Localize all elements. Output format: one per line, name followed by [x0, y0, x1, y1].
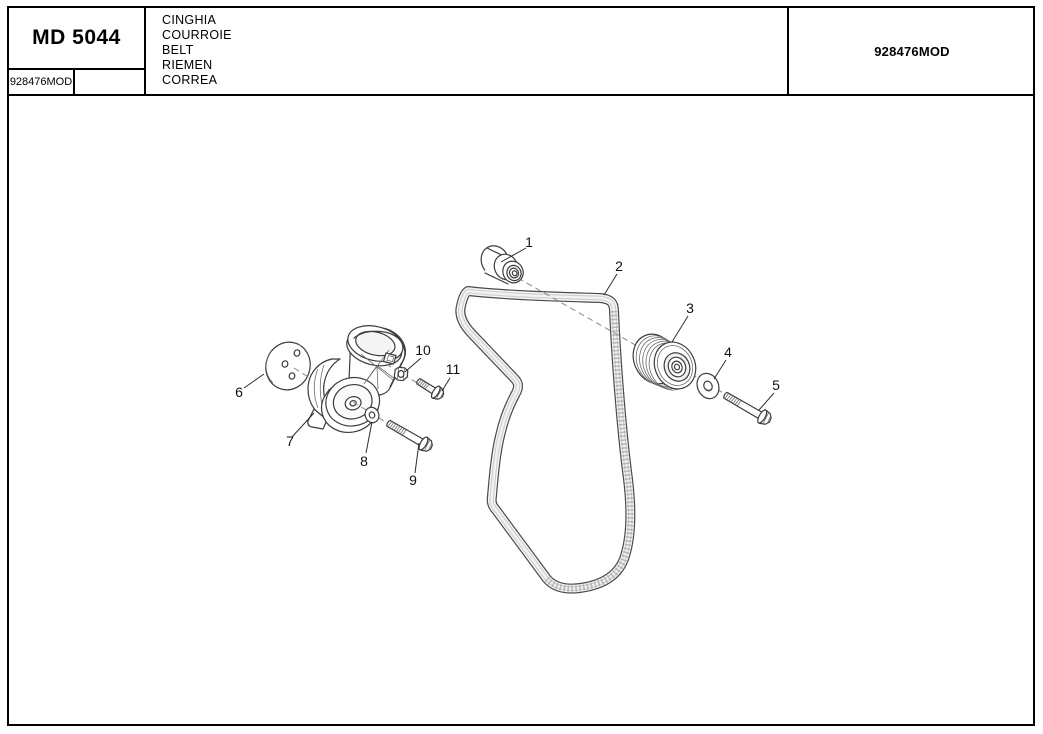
callout-5: 5	[772, 377, 780, 393]
callout-3: 3	[686, 300, 694, 316]
catalog-code: 928476MOD	[9, 76, 73, 88]
callout-1: 1	[525, 234, 533, 250]
page-border	[7, 6, 1035, 726]
part-3-idler-pulley	[625, 327, 703, 397]
table-code-box	[791, 8, 1033, 94]
callout-2: 2	[615, 258, 623, 274]
empty-box	[75, 70, 146, 94]
callout-7: 7	[286, 433, 294, 449]
exploded-view	[9, 96, 1033, 724]
part-name-en: BELT	[162, 43, 194, 57]
table-code: 928476MOD	[874, 43, 950, 59]
part-5-bolt	[721, 388, 774, 427]
part-name-de: RIEMEN	[162, 58, 213, 72]
part-name-fr: COURROIE	[162, 28, 232, 42]
part-name-box	[146, 8, 789, 94]
catalog-code-box	[9, 70, 75, 94]
callout-6: 6	[235, 384, 243, 400]
part-name-es: CORREA	[162, 73, 218, 87]
callout-4: 4	[724, 344, 732, 360]
callout-11: 11	[445, 361, 461, 377]
callout-8: 8	[360, 453, 368, 469]
title-block	[9, 8, 1033, 96]
part-name-it: CINGHIA	[162, 13, 217, 27]
model-box	[9, 8, 146, 70]
diagram-svg	[9, 96, 1033, 724]
part-11-bolt	[414, 375, 446, 402]
part-4-washer	[693, 370, 723, 402]
part-1-bushing	[476, 241, 526, 286]
callout-9: 9	[409, 472, 417, 488]
part-9-bolt	[384, 416, 435, 454]
part-10-nut	[394, 367, 409, 382]
callout-10: 10	[415, 342, 431, 358]
part-2-belt	[460, 291, 630, 589]
model-code: MD 5044	[32, 26, 121, 49]
